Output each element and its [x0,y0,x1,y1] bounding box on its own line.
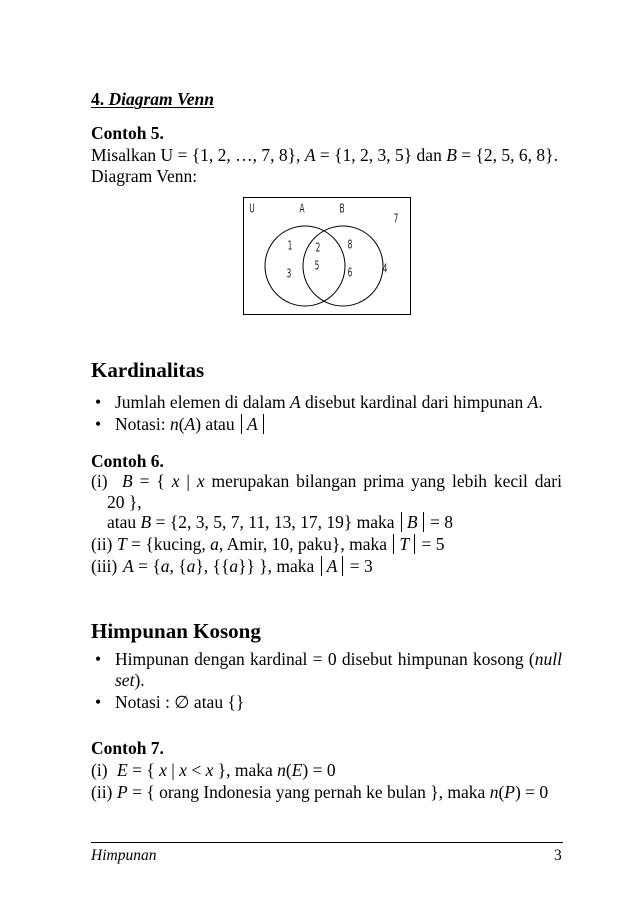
empty-set-bullet-1-line-2 [115,669,145,691]
math-variable: P [117,782,128,802]
bullet-icon [95,391,101,413]
math-variable: A [289,392,301,412]
text-run: = 3 [345,556,373,576]
cardinality-bullet-2 [115,413,266,435]
text-run: ( [498,782,505,802]
text-run: , { [169,556,187,576]
text-run: = { [127,760,160,780]
math-variable: P [504,782,515,802]
venn-element-a-and-b: 2 [315,241,321,256]
bullet-icon [95,691,101,713]
absolute-value: A [321,556,344,576]
text-run: . [538,392,543,412]
absolute-value: A [241,414,264,434]
venn-element-a-only: 3 [286,267,292,282]
text-run: = 8 [425,512,453,532]
venn-diagram [243,197,412,316]
text-run: }, {{ [195,556,230,576]
text-run: ) = 0 [514,782,549,802]
text-run: = {1, 2, 3, 5} dan [315,145,447,165]
venn-element-outside: 4 [382,262,388,277]
example-7-heading: Contoh 7. [91,738,164,758]
example-5-heading: Contoh 5. [91,123,164,143]
diagram-caption: Diagram Venn: [91,166,198,186]
section-title-text: Diagram Venn [108,89,215,109]
footer-rule [91,842,563,843]
section-number: 4. [91,89,105,109]
math-variable: a [210,534,219,554]
venn-element-b-only: 8 [347,238,353,253]
text-run: ). [134,670,145,690]
universe-label: U [249,202,255,217]
page-number: 3 [554,847,562,864]
empty-set-bullet-1-line-1 [115,648,562,670]
text-run: = { [132,471,172,491]
text-run: Misalkan U = {1, 2, …, 7, 8}, [91,145,305,165]
section-title [91,88,214,110]
absolute-value: T [393,534,415,554]
math-variable: x [159,760,167,780]
text-run: ) atau [195,414,239,434]
set-a-label: A [299,202,305,217]
text-run: atau [107,512,141,532]
text-run: disebut kardinal dari himpunan [300,392,528,412]
universe-rectangle [244,198,411,315]
example-6-item-1-line-1 [122,470,562,492]
text-run: = { [133,556,161,576]
text-run: }} }, maka [238,556,319,576]
item-label: (i) [91,471,108,491]
item-label: (ii) [91,534,113,554]
example-6-heading: Contoh 6. [91,451,164,471]
text-run: merupakan bilangan prima yang lebih kecil dari [204,471,562,491]
text-run: = { orang Indonesia yang pernah ke bulan }, maka [127,782,490,802]
bullet-icon [95,413,101,435]
footer-title: Himpunan [91,847,157,864]
empty-set-bullet-2: Notasi : ∅ atau {} [115,692,245,712]
absolute-value: B [401,512,424,532]
item-label: (iii) [91,556,118,576]
venn-element-b-only: 6 [347,266,353,281]
math-variable: B [446,145,457,165]
text-run: | [179,471,197,491]
math-variable: B [140,512,152,532]
text-run: Himpunan dengan kardinal = 0 disebut himpunan kosong ( [115,649,535,669]
text-run: , Amir, 10, paku}, maka [218,534,392,554]
math-variable: x [205,760,214,780]
bullet-icon [95,648,101,670]
math-variable: n [489,782,499,802]
example-6-item-1-line-3 [107,511,453,533]
math-variable: E [291,760,303,780]
example-6-item-1-line-2: 20 }, [107,492,142,512]
math-variable: A [304,145,316,165]
math-variable: x [196,471,205,491]
math-variable: B [122,471,133,491]
set-b-label: B [339,202,345,217]
math-variable: a [229,556,239,576]
text-run: = 5 [417,534,445,554]
text-run: Jumlah elemen di dalam [115,392,290,412]
cardinality-heading: Kardinalitas [91,358,205,382]
example-7-item-2 [117,781,548,803]
item-label: (i) [91,760,108,780]
text-run: }, maka [213,760,278,780]
text-run: ) = 0 [302,760,336,780]
math-variable: a [186,556,196,576]
set-a-circle [265,226,345,306]
math-variable: A [123,556,134,576]
math-variable: E [117,760,128,780]
venn-element-outside: 7 [393,212,399,227]
math-variable: x [179,760,187,780]
text-run: = {2, 3, 5, 7, 11, 13, 17, 19} maka [151,512,399,532]
math-variable: A [527,392,539,412]
venn-element-a-and-b: 5 [314,259,320,274]
math-variable: x [171,471,180,491]
text-run: ( [285,760,292,780]
math-variable: a [160,556,170,576]
item-label: (ii) [91,782,113,802]
text-run: = {2, 5, 6, 8}. [456,145,558,165]
venn-element-a-only: 1 [287,239,293,254]
text-run: ( [178,414,185,434]
example-6-item-3 [123,555,373,577]
italic-term: set [115,670,135,690]
math-variable: A [184,414,196,434]
example-6-item-2 [117,533,444,555]
example-7-item-1 [117,759,336,781]
text-run: < [186,760,206,780]
cardinality-bullet-1 [115,391,543,413]
math-variable: n [277,760,286,780]
text-run: Notasi: [115,414,170,434]
italic-term: null [534,649,562,669]
text-run: = {kucing, [126,534,211,554]
math-variable: n [169,414,179,434]
math-variable: T [117,534,127,554]
empty-set-heading: Himpunan Kosong [91,619,261,643]
text-run: | [166,760,180,780]
example-5-statement [91,144,558,166]
